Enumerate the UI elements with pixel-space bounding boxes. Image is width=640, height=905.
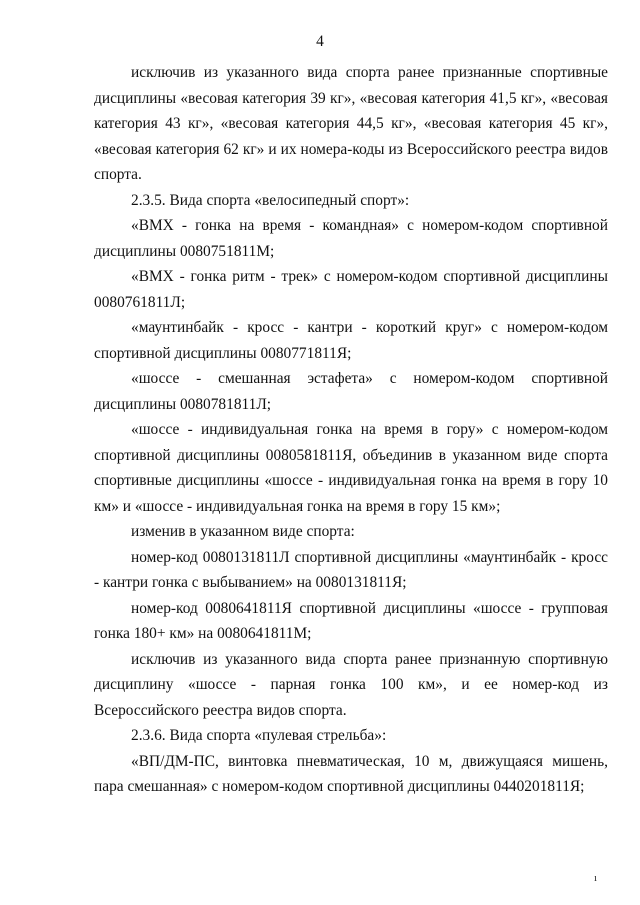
paragraph-road-mixed-relay: «шоссе - смешанная эстафета» с номером-кодом спортивной дисциплины 0080781811Л; <box>94 370 608 413</box>
paragraph-section-2-3-6: 2.3.6. Вида спорта «пулевая стрельба»: <box>131 727 387 744</box>
paragraph-changing-in-sport: изменив в указанном виде спорта: <box>131 523 355 540</box>
paragraph-section-2-3-5: 2.3.5. Вида спорта «велосипедный спорт»: <box>131 191 410 209</box>
paragraph-air-rifle-running-target: «ВП/ДМ-ПС, винтовка пневматическая, 10 м, движущаяся мишень, пара смешанная» с номером-кодом спортивной дисциплины 0440201811Я; <box>94 752 608 795</box>
paragraph-mtb-eliminator-code: номер-код 0080131811Л спортивной дисциплины «маунтинбайк - кросс - кантри гонка с выбыванием» на 0080131811Я; <box>94 548 608 591</box>
page-number: 4 <box>316 33 324 50</box>
paragraph-bmx-time-trial-team: «BMX - гонка на время - командная» с номером-кодом спортивной дисциплины 0080751811М; <box>94 217 608 260</box>
paragraph-road-uphill-time-trial: «шоссе - индивидуальная гонка на время в гору» с номером-кодом спортивной дисциплины 0080581811Я, объединив в указанном виде спорта спортивные дисциплины «шоссе - индивидуальная гонка на время в гору 10 км» и «шоссе - индивидуальная гонка на время в гору 15 км»; <box>94 421 608 515</box>
footer-mark: ı <box>594 872 598 884</box>
paragraph-road-group-race-code: номер-код 0080641811Я спортивной дисциплины «шоссе - групповая гонка 180+ км» на 0080641811М; <box>94 599 608 642</box>
paragraph-exclusion-weight-categories: исключив из указанного вида спорта ранее признанные спортивные дисциплины «весовая категория 39 кг», «весовая категория 41,5 кг», «весовая категория 43 кг», «весовая категория 44,5 кг», «весовая категория 45 кг», «весовая категория 62 кг» и их номера-коды из Всероссийского реестра видов спорта. <box>94 64 608 183</box>
paragraph-road-pair-race-exclusion: исключив из указанного вида спорта ранее признанную спортивную дисциплину «шоссе - парная гонка 100 км», и ее номер-код из Всероссийского реестра видов спорта. <box>94 650 608 719</box>
body-text <box>94 60 608 800</box>
paragraph-mtb-short-track: «маунтинбайк - кросс - кантри - короткий круг» с номером-кодом спортивной дисциплины 0080771811Я; <box>94 319 608 362</box>
paragraph-bmx-rhythm-track: «BMX - гонка ритм - трек» с номером-кодом спортивной дисциплины 0080761811Л; <box>94 268 608 311</box>
